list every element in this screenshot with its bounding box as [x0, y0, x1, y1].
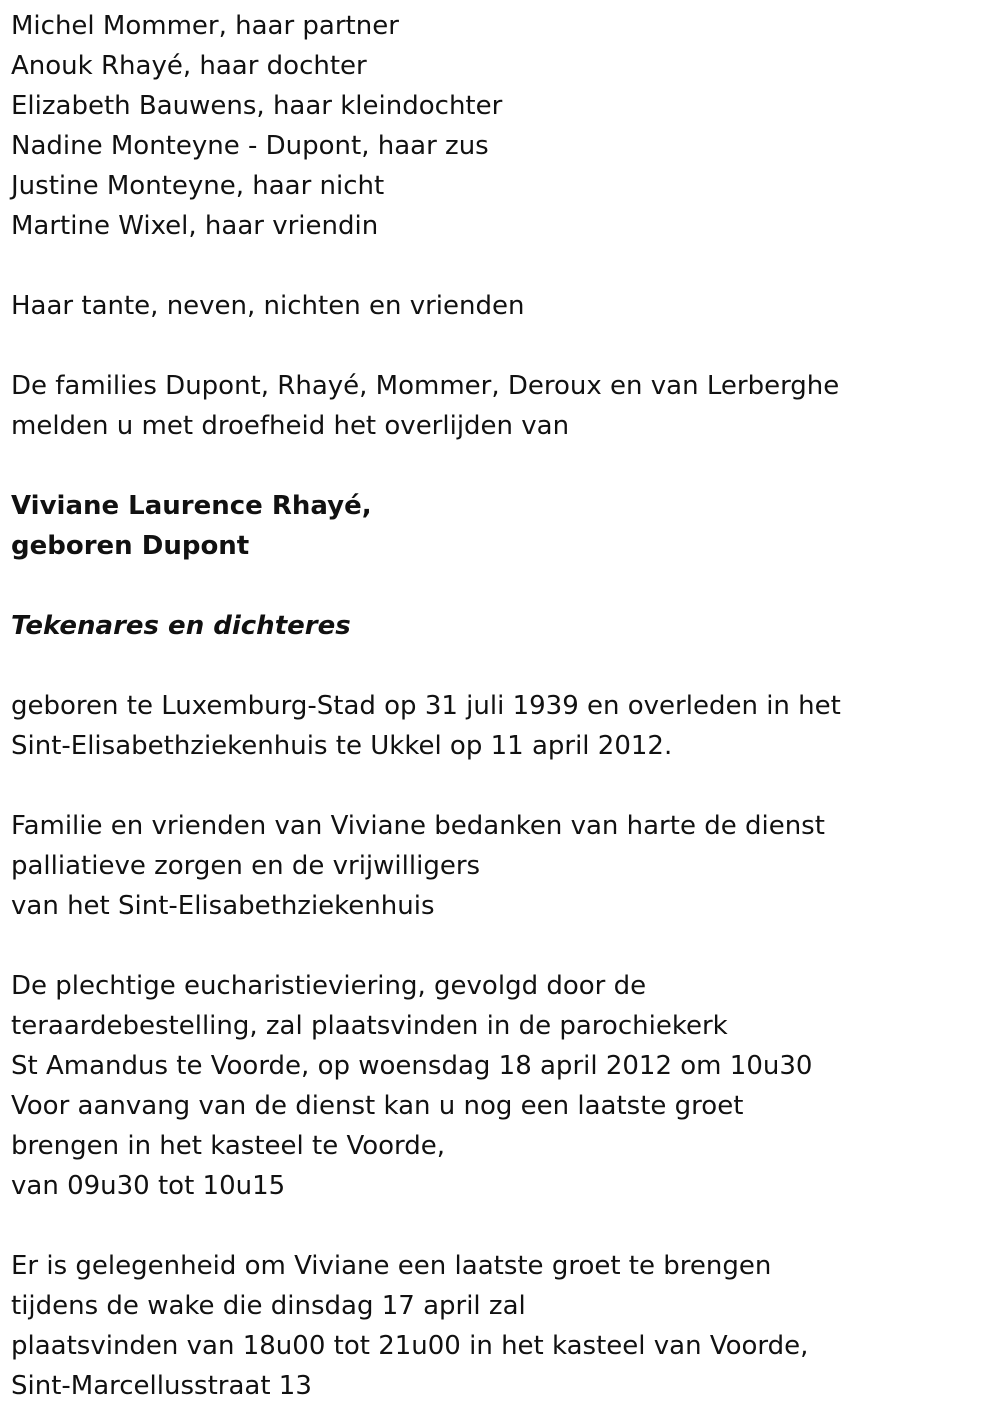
spacer	[11, 766, 991, 806]
wake-line: Er is gelegenheid om Viviane een laatste groet te brengen	[11, 1251, 772, 1281]
spacer	[11, 646, 991, 686]
relative-line: Michel Mommer, haar partner	[11, 11, 399, 41]
thanks-line: van het Sint-Elisabethziekenhuis	[11, 891, 435, 921]
wake-line: plaatsvinden van 18u00 tot 21u00 in het kasteel van Voorde,	[11, 1331, 809, 1361]
spacer	[11, 926, 991, 966]
life-dates-paragraph	[11, 686, 991, 766]
spacer	[11, 566, 991, 606]
ceremony-line: Voor aanvang van de dienst kan u nog een laatste groet	[11, 1091, 744, 1121]
ceremony-line: De plechtige eucharistieviering, gevolgd door de	[11, 971, 647, 1001]
wake-line: Sint-Marcellusstraat 13	[11, 1371, 312, 1401]
deceased-birth-name: geboren Dupont	[11, 531, 250, 561]
ceremony-line: teraardebestelling, zal plaatsvinden in de parochiekerk	[11, 1011, 728, 1041]
announcement-line: De families Dupont, Rhayé, Mommer, Deroux en van Lerberghe	[11, 371, 840, 401]
thanks-line: Familie en vrienden van Viviane bedanken van harte de dienst	[11, 811, 825, 841]
relative-line: Elizabeth Bauwens, haar kleindochter	[11, 91, 503, 121]
relative-line: Anouk Rhayé, haar dochter	[11, 51, 367, 81]
relatives-list	[11, 6, 991, 246]
spacer	[11, 446, 991, 486]
deceased-profession: Tekenares en dichteres	[11, 611, 351, 641]
relative-line: Martine Wixel, haar vriendin	[11, 211, 379, 241]
spacer	[11, 326, 991, 366]
deceased-name: Viviane Laurence Rhayé,	[11, 491, 372, 521]
spacer	[11, 1206, 991, 1246]
life-line: Sint-Elisabethziekenhuis te Ukkel op 11 april 2012.	[11, 731, 673, 761]
ceremony-line: St Amandus te Voorde, op woensdag 18 april 2012 om 10u30	[11, 1051, 813, 1081]
ceremony-paragraph	[11, 966, 991, 1206]
deceased-name-block	[11, 486, 991, 566]
obituary-document	[11, 6, 991, 1406]
announcement-line: melden u met droefheid het overlijden van	[11, 411, 570, 441]
thanks-line: palliatieve zorgen en de vrijwilligers	[11, 851, 481, 881]
life-line: geboren te Luxemburg-Stad op 31 juli 1939 en overleden in het	[11, 691, 841, 721]
extended-family-line: Haar tante, neven, nichten en vrienden	[11, 291, 525, 321]
wake-line: tijdens de wake die dinsdag 17 april zal	[11, 1291, 526, 1321]
announcement-paragraph	[11, 366, 991, 446]
ceremony-line: brengen in het kasteel te Voorde,	[11, 1131, 446, 1161]
relative-line: Nadine Monteyne - Dupont, haar zus	[11, 131, 489, 161]
wake-paragraph	[11, 1246, 991, 1406]
relative-line: Justine Monteyne, haar nicht	[11, 171, 385, 201]
ceremony-line: van 09u30 tot 10u15	[11, 1171, 286, 1201]
spacer	[11, 246, 991, 286]
thanks-paragraph	[11, 806, 991, 926]
